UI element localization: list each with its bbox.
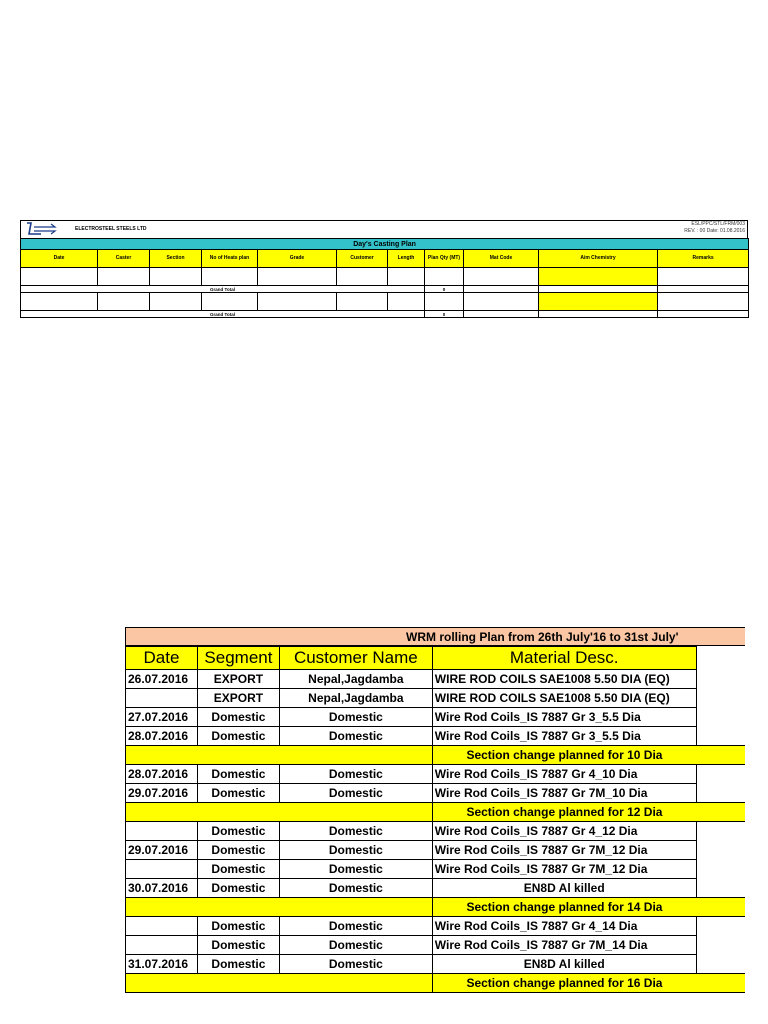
material-cell: Wire Rod Coils_IS 7887 Gr 4_12 Dia [432, 822, 696, 841]
section-band [126, 974, 433, 993]
segment-cell: Domestic [197, 727, 279, 746]
blank-entry-row [21, 268, 749, 286]
casting-plan-title: Day's Casting Plan [21, 239, 749, 250]
document-reference [684, 221, 745, 235]
section-band-end [696, 746, 745, 765]
segment-cell: Domestic [197, 784, 279, 803]
table-row [126, 708, 746, 727]
row-spacer [696, 727, 745, 746]
length-cell[interactable] [388, 268, 425, 286]
wrm-rolling-plan [125, 627, 745, 993]
doc-ref-number: ESL/PPC/STL/FRM/003 [691, 221, 745, 227]
customer-cell: Domestic [279, 822, 432, 841]
date-cell [126, 860, 198, 879]
doc-revision: REV. : 00 Date: 01.08.2016 [684, 228, 745, 234]
date-cell: 29.07.2016 [126, 841, 198, 860]
remarks-cell[interactable] [658, 268, 749, 286]
col-header: Remarks [658, 250, 749, 268]
table-row [126, 860, 746, 879]
section-band-end [696, 803, 745, 822]
col-header: Plan Qty (MT) [425, 250, 464, 268]
col-header: Length [388, 250, 425, 268]
col-header: Date [21, 250, 98, 268]
customer-cell[interactable] [337, 268, 388, 286]
material-cell: Wire Rod Coils_IS 7887 Gr 3_5.5 Dia [432, 708, 696, 727]
date-cell: 30.07.2016 [126, 879, 198, 898]
table-row [126, 841, 746, 860]
row-spacer [696, 670, 745, 689]
section-band [126, 803, 433, 822]
segment-cell: EXPORT [197, 689, 279, 708]
row-spacer [696, 765, 745, 784]
date-cell [126, 822, 198, 841]
segment-cell: Domestic [197, 860, 279, 879]
segment-cell: Domestic [197, 765, 279, 784]
customer-cell: Domestic [279, 708, 432, 727]
mat-code-cell[interactable] [464, 293, 539, 311]
section-change-label: Section change planned for 10 Dia [432, 746, 696, 765]
material-cell: WIRE ROD COILS SAE1008 5.50 DIA (EQ) [432, 689, 696, 708]
section-band [126, 746, 433, 765]
casting-plan-form [20, 220, 748, 318]
section-change-row [126, 746, 746, 765]
caster-cell[interactable] [98, 293, 150, 311]
blank-entry-row [21, 293, 749, 311]
material-cell: Wire Rod Coils_IS 7887 Gr 3_5.5 Dia [432, 727, 696, 746]
material-cell: EN8D Al killed [432, 879, 696, 898]
material-cell: Wire Rod Coils_IS 7887 Gr 7M_12 Dia [432, 860, 696, 879]
date-cell [126, 936, 198, 955]
material-cell: WIRE ROD COILS SAE1008 5.50 DIA (EQ) [432, 670, 696, 689]
remarks-cell[interactable] [658, 293, 749, 311]
customer-cell: Nepal,Jagdamba [279, 670, 432, 689]
customer-cell: Domestic [279, 841, 432, 860]
company-name: ELECTROSTEEL STEELS LTD [75, 226, 147, 232]
col-header: Grade [258, 250, 337, 268]
col-header-material: Material Desc. [432, 647, 696, 670]
casting-plan-table [20, 238, 749, 318]
date-cell: 29.07.2016 [126, 784, 198, 803]
col-header-date: Date [126, 647, 198, 670]
col-header: Customer [337, 250, 388, 268]
grand-total-row [21, 286, 749, 293]
table-row [126, 955, 746, 974]
customer-cell: Domestic [279, 727, 432, 746]
rolling-plan-table [125, 646, 745, 993]
date-cell [126, 917, 198, 936]
segment-cell: Domestic [197, 936, 279, 955]
col-header-segment: Segment [197, 647, 279, 670]
segment-cell: Domestic [197, 841, 279, 860]
customer-cell: Domestic [279, 784, 432, 803]
table-row [126, 879, 746, 898]
aim-chemistry-cell[interactable] [539, 293, 658, 311]
section-band-end [696, 898, 745, 917]
material-cell: EN8D Al killed [432, 955, 696, 974]
heats-cell[interactable] [202, 293, 258, 311]
row-spacer [696, 936, 745, 955]
row-spacer [696, 689, 745, 708]
rolling-plan-header-row [126, 647, 746, 670]
grade-cell[interactable] [258, 293, 337, 311]
caster-cell[interactable] [98, 268, 150, 286]
material-cell: Wire Rod Coils_IS 7887 Gr 7M_10 Dia [432, 784, 696, 803]
segment-cell: Domestic [197, 879, 279, 898]
grand-total-label: Grand Total [21, 311, 425, 318]
customer-cell[interactable] [337, 293, 388, 311]
grand-total-value: 0 [425, 311, 464, 318]
material-cell: Wire Rod Coils_IS 7887 Gr 4_14 Dia [432, 917, 696, 936]
row-spacer [696, 708, 745, 727]
heats-cell[interactable] [202, 268, 258, 286]
segment-cell: Domestic [197, 708, 279, 727]
table-row [126, 936, 746, 955]
section-change-label: Section change planned for 14 Dia [432, 898, 696, 917]
row-spacer [696, 917, 745, 936]
section-cell[interactable] [150, 268, 202, 286]
table-row [126, 917, 746, 936]
table-row [126, 689, 746, 708]
segment-cell: Domestic [197, 822, 279, 841]
date-cell: 26.07.2016 [126, 670, 198, 689]
company-logo-icon [25, 222, 59, 236]
customer-cell: Domestic [279, 765, 432, 784]
section-cell[interactable] [150, 293, 202, 311]
customer-cell: Domestic [279, 917, 432, 936]
segment-cell: Domestic [197, 955, 279, 974]
section-band [126, 898, 433, 917]
col-header: Aim Chemistry [539, 250, 658, 268]
row-spacer [696, 955, 745, 974]
row-spacer [696, 822, 745, 841]
section-change-row [126, 974, 746, 993]
rolling-plan-title: WRM rolling Plan from 26th July'16 to 31st July' [125, 627, 745, 646]
grade-cell[interactable] [258, 268, 337, 286]
row-spacer [696, 879, 745, 898]
date-cell: 31.07.2016 [126, 955, 198, 974]
customer-cell: Domestic [279, 955, 432, 974]
date-cell[interactable] [21, 293, 98, 311]
mat-code-cell[interactable] [464, 268, 539, 286]
customer-cell: Domestic [279, 879, 432, 898]
customer-cell: Nepal,Jagdamba [279, 689, 432, 708]
section-change-label: Section change planned for 12 Dia [432, 803, 696, 822]
section-band-end [696, 974, 745, 993]
segment-cell: Domestic [197, 917, 279, 936]
table-row [126, 727, 746, 746]
section-change-row [126, 803, 746, 822]
section-change-label: Section change planned for 16 Dia [432, 974, 696, 993]
date-cell [126, 689, 198, 708]
length-cell[interactable] [388, 293, 425, 311]
customer-cell: Domestic [279, 936, 432, 955]
plan-qty-cell[interactable] [425, 293, 464, 311]
col-header-customer: Customer Name [279, 647, 432, 670]
material-cell: Wire Rod Coils_IS 7887 Gr 4_10 Dia [432, 765, 696, 784]
row-spacer [696, 784, 745, 803]
row-spacer [696, 860, 745, 879]
segment-cell: EXPORT [197, 670, 279, 689]
grand-total-value: 0 [425, 286, 464, 293]
date-cell[interactable] [21, 268, 98, 286]
table-row [126, 765, 746, 784]
plan-qty-cell[interactable] [425, 268, 464, 286]
aim-chemistry-cell[interactable] [539, 268, 658, 286]
col-header: Section [150, 250, 202, 268]
col-header: Caster [98, 250, 150, 268]
casting-plan-header-row [21, 250, 749, 268]
grand-total-label: Grand Total [21, 286, 425, 293]
material-cell: Wire Rod Coils_IS 7887 Gr 7M_14 Dia [432, 936, 696, 955]
date-cell: 27.07.2016 [126, 708, 198, 727]
col-header: No of Heats plan [202, 250, 258, 268]
form-header [20, 220, 748, 238]
customer-cell: Domestic [279, 860, 432, 879]
date-cell: 28.07.2016 [126, 765, 198, 784]
section-change-row [126, 898, 746, 917]
row-spacer [696, 841, 745, 860]
material-cell: Wire Rod Coils_IS 7887 Gr 7M_12 Dia [432, 841, 696, 860]
grand-total-row [21, 311, 749, 318]
col-header: Mat Code [464, 250, 539, 268]
table-row [126, 784, 746, 803]
table-row [126, 822, 746, 841]
table-row [126, 670, 746, 689]
date-cell: 28.07.2016 [126, 727, 198, 746]
